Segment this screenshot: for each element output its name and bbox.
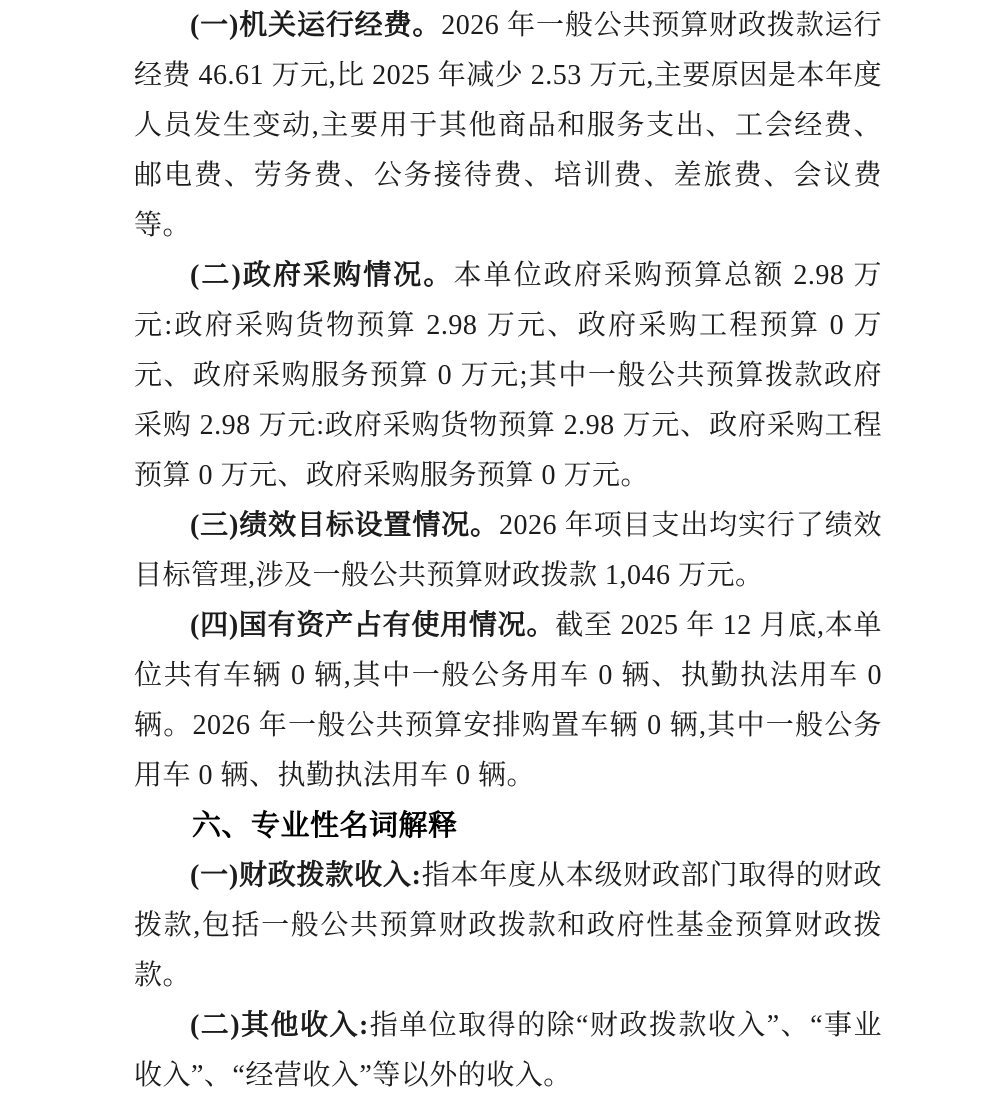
paragraph-body-text: 指本年度从本级财政部门取得的财政拨款,包括一般公共预算财政拨款和政府性基金预算财政拨款。 [134, 860, 882, 991]
paragraph-state-owned-assets [134, 601, 882, 801]
paragraph-term-other-income [134, 1001, 882, 1101]
section-heading-terminology: 六、专业性名词解释 [192, 810, 458, 842]
paragraph-body-text: 指单位取得的除“财政拨款收入”、“事业收入”、“经营收入”等以外的收入。 [134, 1010, 882, 1091]
paragraph-government-procurement [134, 251, 882, 501]
paragraph-lead-label: (一)财政拨款收入: [190, 860, 422, 891]
paragraph-body-text: 截至 2025 年 12 月底,本单位共有车辆 0 辆,其中一般公务用车 0 辆、执勤执法用车 0 辆。2026 年一般公共预算安排购置车辆 0 辆,其中一般公务用车 0 辆、执勤执法用车 0 辆。 [134, 610, 882, 791]
paragraph-lead-label: (二)其他收入: [190, 1010, 369, 1041]
paragraph-lead-label: (三)绩效目标设置情况。 [190, 510, 499, 541]
paragraph-body-text: 2026 年一般公共预算财政拨款运行经费 46.61 万元,比 2025 年减少 2.53 万元,主要原因是本年度人员发生变动,主要用于其他商品和服务支出、工会经费、邮电费、劳务费、公务接待费、培训费、差旅费、会议费等。 [134, 10, 882, 241]
paragraph-lead-label: (二)政府采购情况。 [190, 260, 454, 291]
paragraph-term-fiscal-appropriation-income [134, 851, 882, 1001]
paragraph-agency-operating-funds [134, 1, 882, 251]
paragraph-performance-targets [134, 501, 882, 601]
paragraph-lead-label: (一)机关运行经费。 [190, 10, 442, 41]
paragraph-body-text: 2026 年项目支出均实行了绩效目标管理,涉及一般公共预算财政拨款 1,046 万元。 [134, 510, 882, 591]
paragraph-body-text: 本单位政府采购预算总额 2.98 万元:政府采购货物预算 2.98 万元、政府采购工程预算 0 万元、政府采购服务预算 0 万元;其中一般公共预算拨款政府采购 2.98 万元:政府采购货物预算 2.98 万元、政府采购工程预算 0 万元、政府采购服务预算 0 万元。 [134, 260, 882, 491]
paragraph-lead-label: (四)国有资产占有使用情况。 [190, 610, 556, 641]
